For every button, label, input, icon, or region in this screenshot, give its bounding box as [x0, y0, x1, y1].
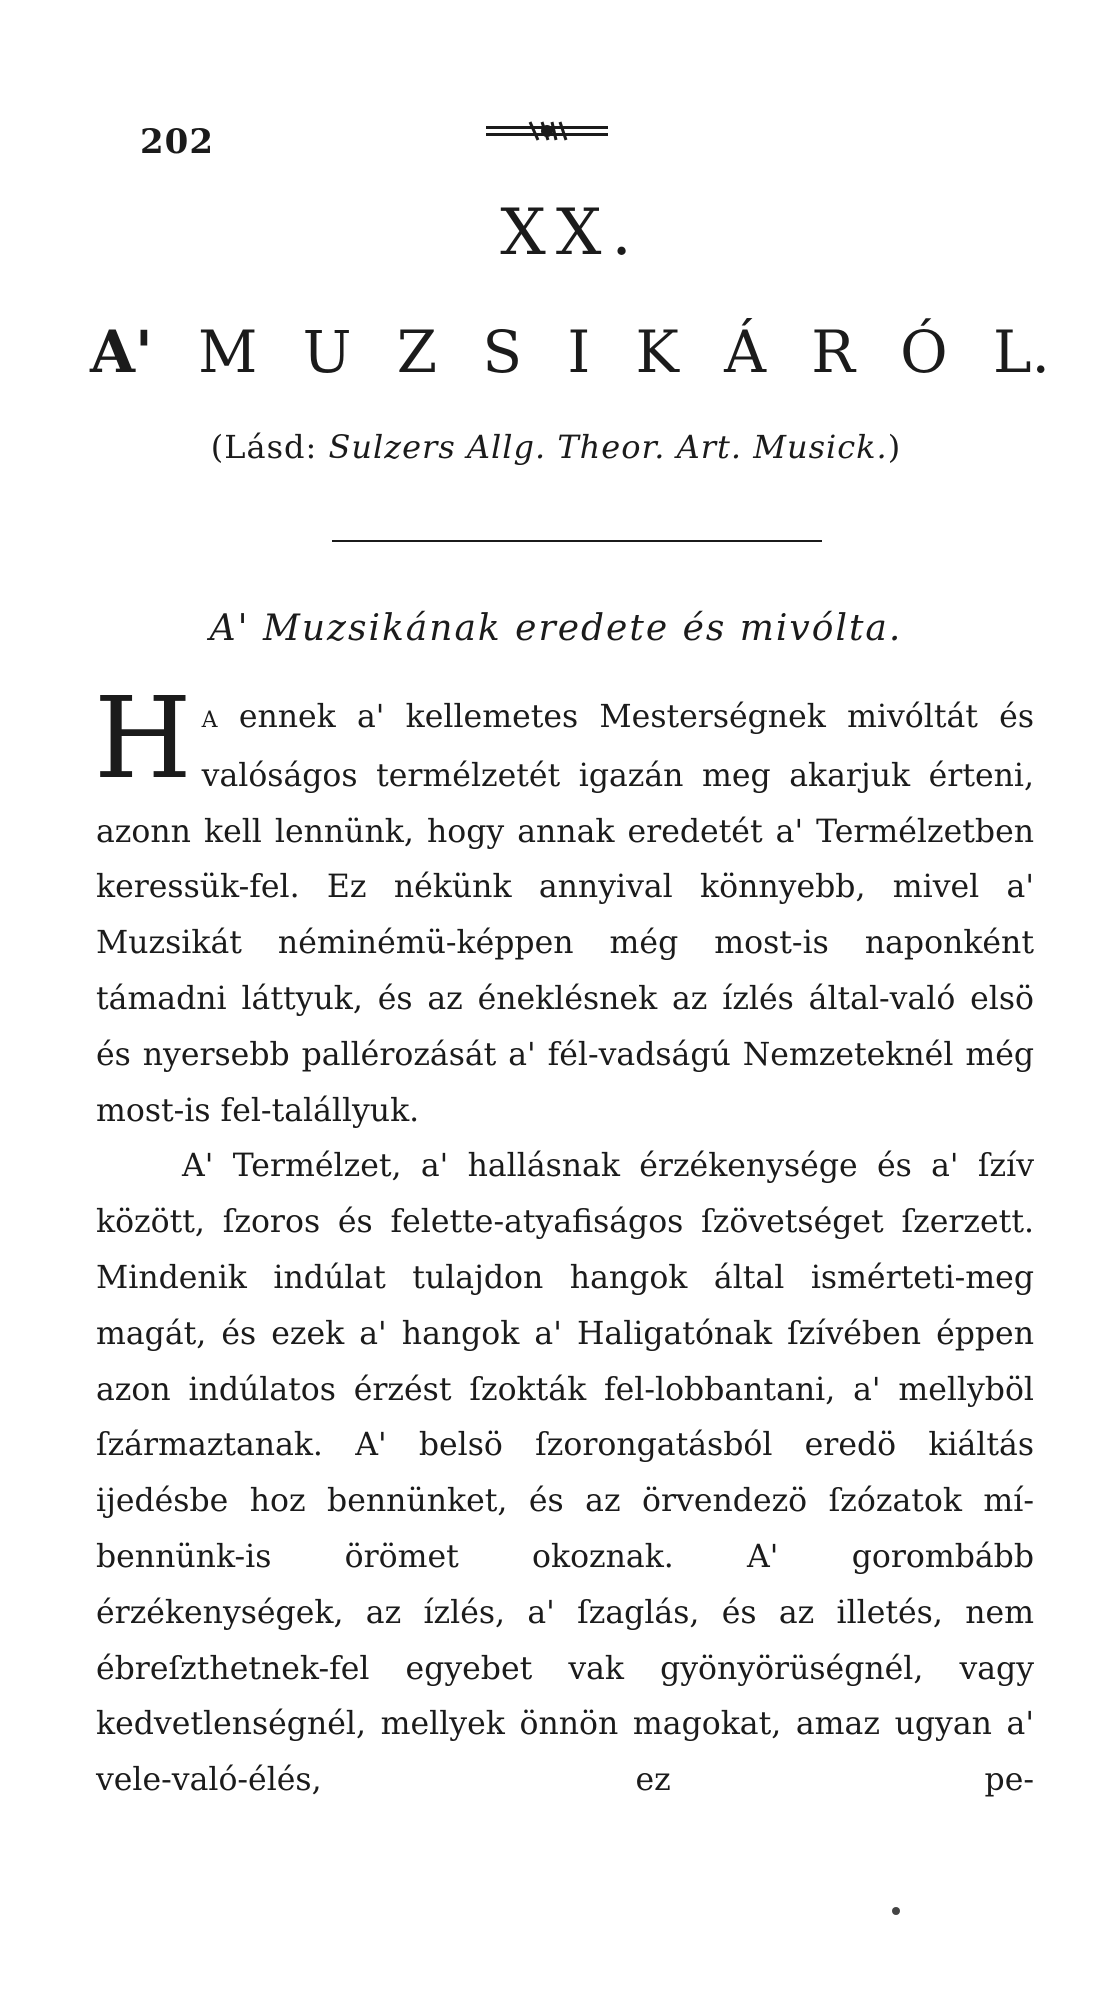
paragraph-1	[94, 674, 1034, 1139]
body-text	[94, 674, 1034, 1809]
ornament-divider-icon	[486, 118, 608, 144]
title-letter: I	[567, 318, 591, 386]
title-letter: U	[302, 318, 352, 386]
title-article: A'	[90, 318, 153, 386]
page-number: 202	[140, 122, 214, 162]
title-letter: Z	[396, 318, 438, 386]
paragraph-2-text: A' Termélzet, a' hallásnak érzékenysége és a' ſzív között, ſzoros és felette-atyafiságos ſzövetséget ſzerzett. Mindenik indúlat tulajdon hangok által ismérteti-meg magát, és ezek a' hangok a' Haligatónak ſzívében éppen azon indúlatos érzést ſzokták fel-lobbantani, a' mellyböl ſzármaztanak. A' belsö ſzorongatásból eredö kiáltás ijedésbe hoz bennünket, és az örvendezö ſzózatok mí-bennünk-is örömet okoznak. A' gorombább érzékenységek, az ízlés, a' ſzaglás, és az illetés, nem ébreſzthetnek-fel egyebet vak gyönyörüségnél, vagy kedvetlenségnél, mellyek önnön magokat, amaz ugyan a' vele-való-élés, ez pe-	[96, 1148, 1034, 1799]
title-letter: Á	[724, 318, 766, 386]
title-letter: L.	[992, 318, 1050, 386]
reference-close: )	[887, 428, 902, 466]
section-title: A' Muzsikának eredete és mivólta.	[209, 608, 903, 649]
title-letter: M	[198, 318, 258, 386]
title-letter: S	[482, 318, 523, 386]
horizontal-rule	[332, 540, 822, 542]
title-letter: R	[811, 318, 855, 386]
drop-cap-tail: A	[201, 708, 218, 733]
reference-source: Sulzers Allg. Theor. Art. Musick.	[328, 428, 888, 466]
reference-note	[0, 428, 1112, 466]
paragraph-2	[96, 1139, 1034, 1809]
paragraph-1-text: ennek a' kellemetes Mesterségnek mivóltát és valóságos termélzetét igazán meg akarjuk érteni, azonn kell lennünk, hogy annak eredetét a' Termélzetben keressük-fel. Ez nékünk annyival könnyebb, mivel a' Muzsikát néminémü-képpen még most-is naponként támadni láttyuk, és az éneklésnek az ízlés által-való elsö és nyersebb pallérozását a' fél-vadságú Nemzeteknél még most-is fel-talállyuk.	[96, 699, 1034, 1129]
drop-cap: H	[94, 674, 192, 804]
chapter-number: XX.	[500, 196, 642, 270]
ink-speck	[892, 1907, 900, 1915]
chapter-title	[90, 318, 1050, 386]
title-letter: Ó	[900, 318, 948, 386]
title-letter: K	[635, 318, 679, 386]
reference-open: (Lásd:	[210, 428, 318, 466]
